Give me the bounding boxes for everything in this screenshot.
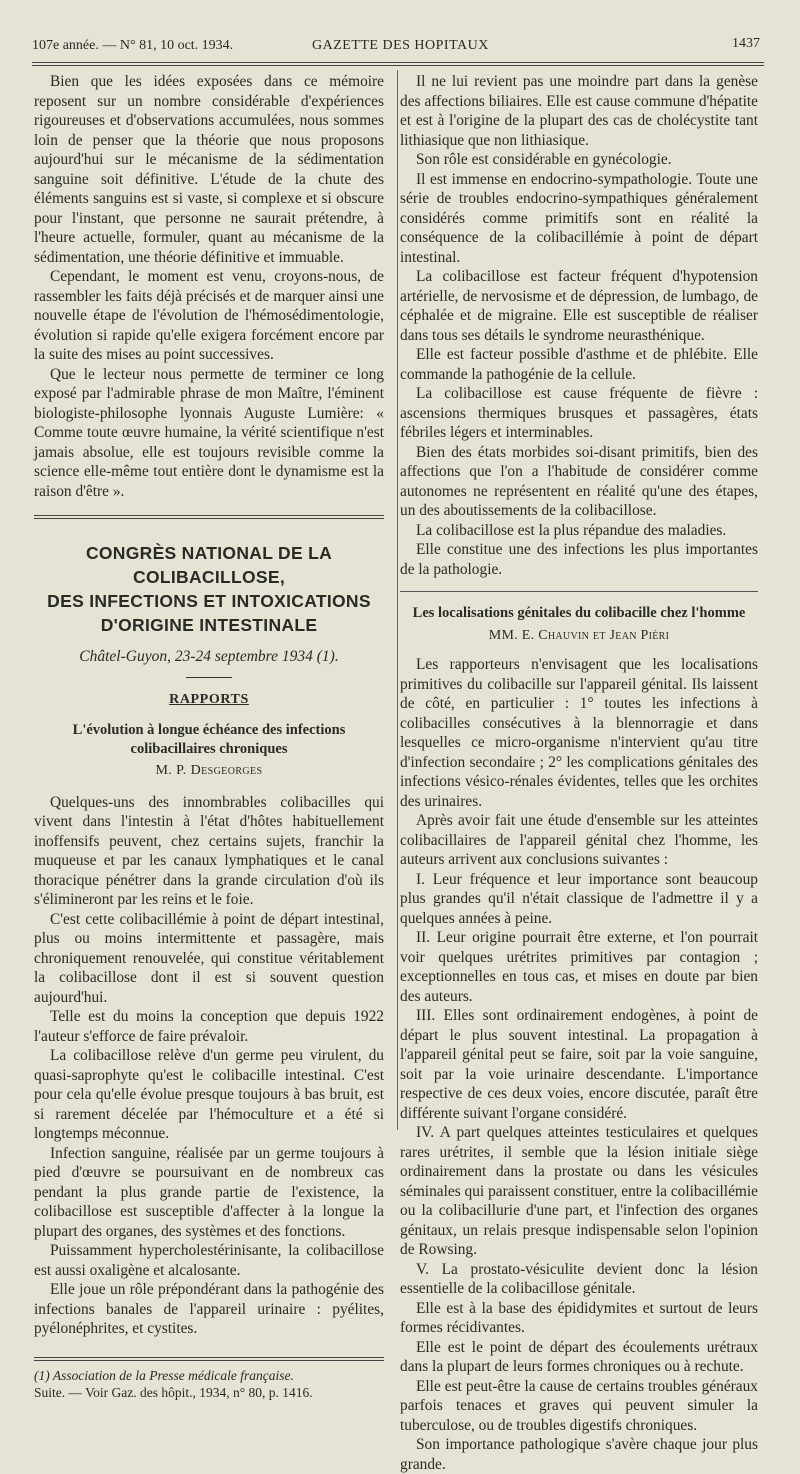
article-paragraph: Il ne lui revient pas une moindre part dans la genèse des affections biliaires. Elle est cause commune d'hépatite et est à l'origine de la plupart des cas de cholécystite tant lithiasique que non lithiasique. <box>400 73 758 149</box>
article-paragraph: La colibacillose est facteur fréquent d'hypotension artérielle, de nervosisme et de dépression, de lumbago, de céphalée et de migraine. Elle est susceptible de réaliser dans tous ses détails le syndrome neurasthénique. <box>400 268 758 344</box>
issue-info: 107e année. — N° 81, 10 oct. 1934. <box>32 38 234 53</box>
journal-title: GAZETTE DES HOPITAUX <box>312 38 489 53</box>
article-paragraph: Elle est le point de départ des écoulements urétraux dans la plupart de leurs formes chroniques ou à rechute. <box>400 1338 758 1375</box>
rapports-heading: RAPPORTS <box>169 691 249 707</box>
intro-paragraph: Que le lecteur nous permette de terminer ce long exposé par l'admirable phrase de mon Maître, l'éminent biologiste-philosophe lyonnais Auguste Lumière: « Comme toute œuvre humaine, la vérité scientifique n'est jamais absolue, elle est toujours revisible comme la science elle-même tout entière dont le dynamisme est la raison d'être ». <box>34 365 384 500</box>
article-paragraph: Son rôle est considérable en gynécologie. <box>416 151 672 168</box>
congress-subtitle: Châtel-Guyon, 23-24 septembre 1934 (1). <box>79 648 339 665</box>
right-column <box>400 72 758 1474</box>
column-divider <box>397 70 398 1130</box>
intro-paragraph: Cependant, le moment est venu, croyons-nous, de rassembler les faits déjà précisés et de marquer ainsi une nouvelle étape de l'évolution de l'hémosédimentologie, évolution si rapide qu'elle exigera forcément encore par la suite des mises au point successives. <box>34 268 384 363</box>
article-paragraph: C'est cette colibacillémie à point de départ intestinal, plus ou moins intermittente et passagère, mais chroniquement renouvelée, qui constitue véritablement la colibacillose dont il est si souvent question aujourd'hui. <box>34 910 384 1006</box>
article-title: L'évolution à longue échéance des infections colibacillaires chroniques <box>72 722 346 757</box>
article-authors: MM. E. Chauvin et Jean Piéri <box>488 627 670 643</box>
section-rule <box>34 515 384 519</box>
footnote-rule <box>34 1357 384 1361</box>
congress-title <box>34 541 384 637</box>
article-paragraph: V. La prostato-vésiculite devient donc la lésion essentielle de la colibacillose génitale. <box>400 1260 758 1297</box>
article-title: Les localisations génitales du colibacille chez l'homme <box>412 605 746 621</box>
article-paragraph: III. Elles sont ordinairement endogènes, à point de départ le plus souvent intestinal. La propagation à l'appareil génital peut se faire, soit par la voie sanguine, soit par la voie urinaire descendante. L'importance respective de ces deux voies, encore discutée, paraît être différente suivant l'organe considéré. <box>400 1007 758 1122</box>
article-paragraph: Bien des états morbides soi-disant primitifs, bien des affections que l'on a l'habitude de considérer comme autonomes ne représentent en réalité qu'une des étapes, un des aboutissements de la colibacillose. <box>400 443 758 519</box>
article-paragraph: Son importance pathologique s'avère chaque jour plus grande. <box>400 1436 758 1473</box>
header-rule <box>32 62 764 66</box>
article-paragraph: Après avoir fait une étude d'ensemble sur les atteintes colibacillaires de l'appareil génital chez l'homme, les auteurs arrivent aux conclusions suivantes : <box>400 812 758 868</box>
intro-paragraph: Bien que les idées exposées dans ce mémoire reposent sur un nombre considérable d'expériences rigoureuses et d'observations accumulées, nous sommes loin de penser que la théorie que nous proposons aujourd'hui sur le mécanisme de la sédimentation sanguine soit définitive. L'étude de la chute des éléments sanguins est si vaste, si complexe et si obscure pour l'instant, que personne ne saurait prétendre, à l'heure actuelle, formuler, quant au mécanisme de la sédimentation, une théorie définitive et immuable. <box>34 73 384 266</box>
article-paragraph: Elle joue un rôle prépondérant dans la pathogénie des infections banales de l'appareil urinaire : pyélites, pyélonéphrites, et cystites. <box>34 1281 384 1337</box>
congress-title-line: D'ORIGINE INTESTINALE <box>100 615 318 635</box>
section-rule <box>400 591 758 592</box>
congress-title-line: DES INFECTIONS ET INTOXICATIONS <box>47 591 371 611</box>
article-paragraph: Elle constitue une des infections les plus importantes de la pathologie. <box>400 541 758 578</box>
left-column <box>34 72 384 1401</box>
page-number: 1437 <box>732 36 760 51</box>
footnote: (1) Association de la Presse médicale française. <box>34 1367 294 1383</box>
article-paragraph: Elle est peut-être la cause de certains troubles généraux parfois tenaces et graves qui peuvent simuler la tuberculose, ou de troubles digestifs chroniques. <box>400 1377 758 1434</box>
article-paragraph: La colibacillose est cause fréquente de fièvre : ascensions thermiques brusques et passagères, états fébriles légers et interminables. <box>400 385 758 441</box>
article-paragraph: Puissamment hypercholestérinisante, la colibacillose est aussi oxaligène et alcalosante. <box>34 1242 384 1279</box>
article-paragraph: II. Leur origine pourrait être externe, et l'on pourrait voir quelques urétrites primitives par contagion ; exceptionnelles en tous cas, et mises en doute par bien des auteurs. <box>400 929 758 1005</box>
article-paragraph: La colibacillose est la plus répandue des maladies. <box>416 521 727 539</box>
article-author: M. P. Desgeorges <box>155 763 263 778</box>
article-paragraph: Elle est facteur possible d'asthme et de phlébite. Elle commande la pathogénie de la cellule. <box>400 346 758 383</box>
article-paragraph: Il est immense en endocrino-sympathologie. Toute une série de troubles endocrino-sympathiques généralement considérés comme primitifs sont en réalité la conséquence de la colibacillémie à point de départ intestinal. <box>400 170 758 266</box>
article-paragraph: IV. A part quelques atteintes testiculaires et quelques rares urétrites, il semble que la lésion initiale siège ordinairement dans la prostate ou dans les vésicules séminales qui paraissent constituer, entre la colibacillémie ou la colibacillurie d'une part, et l'infection des organes génitaux, un relais presque indispensable selon l'opinion de Rowsing. <box>400 1124 758 1258</box>
footnote-suite: Suite. — Voir Gaz. des hôpit., 1934, n° 80, p. 1416. <box>34 1384 313 1400</box>
short-rule <box>186 677 232 678</box>
article-paragraph: Elle est à la base des épididymites et surtout de leurs formes récidivantes. <box>400 1299 758 1336</box>
article-paragraph: Infection sanguine, réalisée par un germe toujours à pied d'œuvre se poursuivant en de nombreux cas pendant la plus grande partie de l'existence, la colibacillose est susceptible d'affecter à la longue la plupart des organes, des systèmes et des fonctions. <box>34 1144 384 1240</box>
congress-title-line: CONGRÈS NATIONAL DE LA COLIBACILLOSE, <box>85 543 333 587</box>
page-header <box>32 36 760 58</box>
article-paragraph: Telle est du moins la conception que depuis 1922 l'auteur s'efforce de faire prévaloir. <box>34 1008 384 1045</box>
article-paragraph: I. Leur fréquence et leur importance sont beaucoup plus grandes qu'il n'était classique de l'admettre il y a quelques années à peine. <box>400 870 758 927</box>
article-paragraph: Quelques-uns des innombrables colibacilles qui vivent dans l'intestin à l'état d'hôtes habituellement inoffensifs peuvent, chez certains sujets, franchir la muqueuse et par les canaux lymphatiques et le canal thoracique pénétrer dans la grande circulation d'où ils s'élimineront par les reins et le foie. <box>34 793 384 908</box>
article-paragraph: Les rapporteurs n'envisagent que les localisations primitives du colibacille sur l'appareil génital. Ils laissent de côté, en particulier : 1° toutes les infections à colibacilles consécutives à la blennorragie et dans lesquelles ce micro-organisme n'intervient qu'au titre d'infection secondaire ; 2° les complications génitales des infections vésico-rénales évidentes, telles que les orchites des urinaires. <box>400 656 758 810</box>
article-paragraph: La colibacillose relève d'un germe peu virulent, du quasi-saprophyte qu'est le colibacille intestinal. C'est pour cela qu'elle évolue presque toujours à bas bruit, est si rarement décelée par l'hémoculture et a été si longtemps méconnue. <box>34 1047 384 1142</box>
